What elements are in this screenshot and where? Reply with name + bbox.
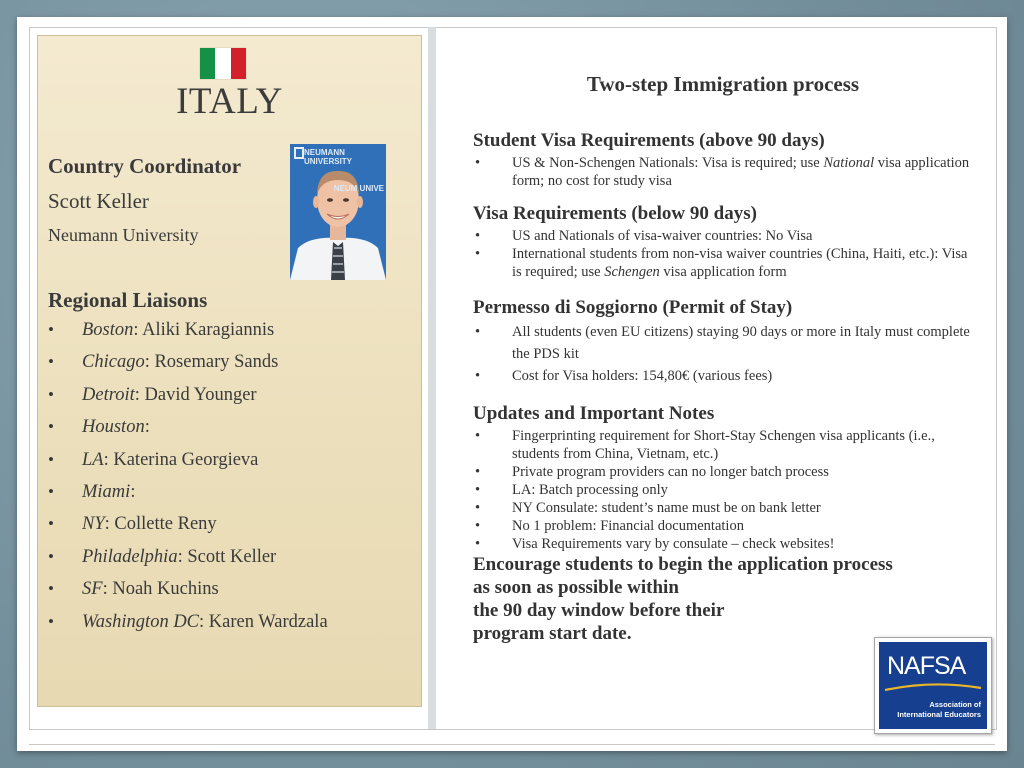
liaisons-list	[48, 320, 328, 644]
closing-note	[473, 553, 983, 645]
nafsa-logo-subtitle	[897, 700, 981, 720]
liaison-city: Detroit	[82, 384, 135, 405]
liaison-item	[48, 482, 328, 514]
liaison-city: Washington DC	[82, 611, 200, 632]
liaison-name: : Aliki Karagiannis	[133, 320, 275, 340]
liaison-item	[48, 450, 328, 482]
liaison-item	[48, 320, 328, 352]
photo-banner-text-2: NEUM UNIVE	[333, 184, 384, 193]
liaison-name: : Scott Keller	[177, 546, 277, 567]
italy-flag-icon	[200, 48, 246, 79]
section-bullets	[473, 227, 973, 281]
section-bullets	[473, 321, 973, 387]
liaison-item	[48, 612, 328, 644]
section-heading: Student Visa Requirements (above 90 days)	[473, 130, 825, 151]
bullet-item: • No 1 problem: Financial documentation	[473, 517, 973, 535]
liaison-city: Philadelphia	[82, 546, 178, 567]
liaison-item	[48, 547, 328, 579]
bullet-item: • International students from non-visa waiver countries (China, Haiti, etc.): Visa is required; use Schengen visa application form	[473, 245, 973, 281]
country-title: ITALY	[176, 81, 283, 122]
logo-swoosh-icon	[883, 682, 983, 692]
nafsa-logo-sub1: Association of	[929, 700, 981, 709]
closing-line: Encourage students to begin the application process	[473, 554, 893, 575]
bullet-item: • US & Non-Schengen Nationals: Visa is required; use National visa application form; no cost for study visa	[473, 154, 973, 190]
main-title: Two-step Immigration process	[586, 72, 860, 96]
section-heading: Visa Requirements (below 90 days)	[473, 203, 757, 224]
liaison-name: : Katerina Georgieva	[103, 449, 259, 470]
panel-divider	[428, 27, 436, 729]
closing-line: program start date.	[473, 623, 632, 644]
liaison-city: Chicago	[82, 352, 145, 373]
section-bullets	[473, 427, 973, 553]
slide-bottom-rule	[29, 744, 995, 745]
bullet-item: • Cost for Visa holders: 154,80€ (various fees)	[473, 365, 973, 387]
coordinator-org: Neumann University	[48, 225, 199, 245]
liaison-city: SF	[82, 579, 103, 600]
nafsa-logo	[874, 637, 992, 734]
closing-line: the 90 day window before their	[473, 600, 725, 621]
liaisons-heading: Regional Liaisons	[48, 288, 208, 312]
slide	[17, 17, 1007, 751]
liaison-city: LA	[82, 449, 104, 470]
liaison-city: Houston	[82, 417, 145, 438]
liaison-city: Miami	[82, 481, 131, 502]
bullet-item: • All students (even EU citizens) staying 90 days or more in Italy must complete the PDS kit	[473, 321, 973, 365]
liaison-name: : David Younger	[134, 384, 257, 405]
liaison-item	[48, 579, 328, 611]
bullet-emphasis: National	[823, 155, 875, 171]
bullet-item: • Visa Requirements vary by consulate – check websites!	[473, 535, 973, 553]
liaison-city: Boston	[82, 320, 134, 340]
liaison-name: : Noah Kuchins	[102, 579, 219, 600]
nafsa-logo-sub2: International Educators	[897, 710, 981, 719]
coordinator-name: Scott Keller	[48, 189, 149, 213]
liaison-name: : Karen Wardzala	[199, 611, 328, 632]
bullet-item: • US and Nationals of visa-waiver countries: No Visa	[473, 227, 973, 245]
closing-line: as soon as possible within	[473, 577, 679, 598]
liaison-item	[48, 352, 328, 384]
coordinator-photo	[290, 144, 386, 280]
liaison-name: :	[130, 481, 136, 502]
left-panel	[37, 35, 422, 707]
nafsa-logo-panel	[879, 642, 987, 729]
liaison-item	[48, 385, 328, 417]
liaison-name: : Collette Reny	[104, 514, 217, 535]
liaison-item	[48, 514, 328, 546]
bullet-item: • Fingerprinting requirement for Short-Stay Schengen visa applicants (i.e., students from China, Vietnam, etc.)	[473, 427, 973, 463]
bullet-item: • Private program providers can no longer batch process	[473, 463, 973, 481]
section-bullets	[473, 154, 973, 190]
bullet-item: • NY Consulate: student’s name must be on bank letter	[473, 499, 973, 517]
photo-banner-text: NEUMANN UNIVERSITY	[304, 148, 353, 166]
liaison-name: : Rosemary Sands	[144, 352, 279, 373]
section-heading: Updates and Important Notes	[473, 403, 715, 424]
liaison-city: NY	[82, 514, 105, 535]
bullet-emphasis: Schengen	[604, 264, 660, 280]
section-heading: Permesso di Soggiorno (Permit of Stay)	[473, 297, 793, 318]
liaison-item	[48, 417, 328, 449]
coordinator-heading: Country Coordinator	[48, 154, 242, 178]
nafsa-logo-word: NAFSA	[887, 652, 966, 680]
liaison-name: :	[144, 417, 150, 438]
bullet-item: • LA: Batch processing only	[473, 481, 973, 499]
